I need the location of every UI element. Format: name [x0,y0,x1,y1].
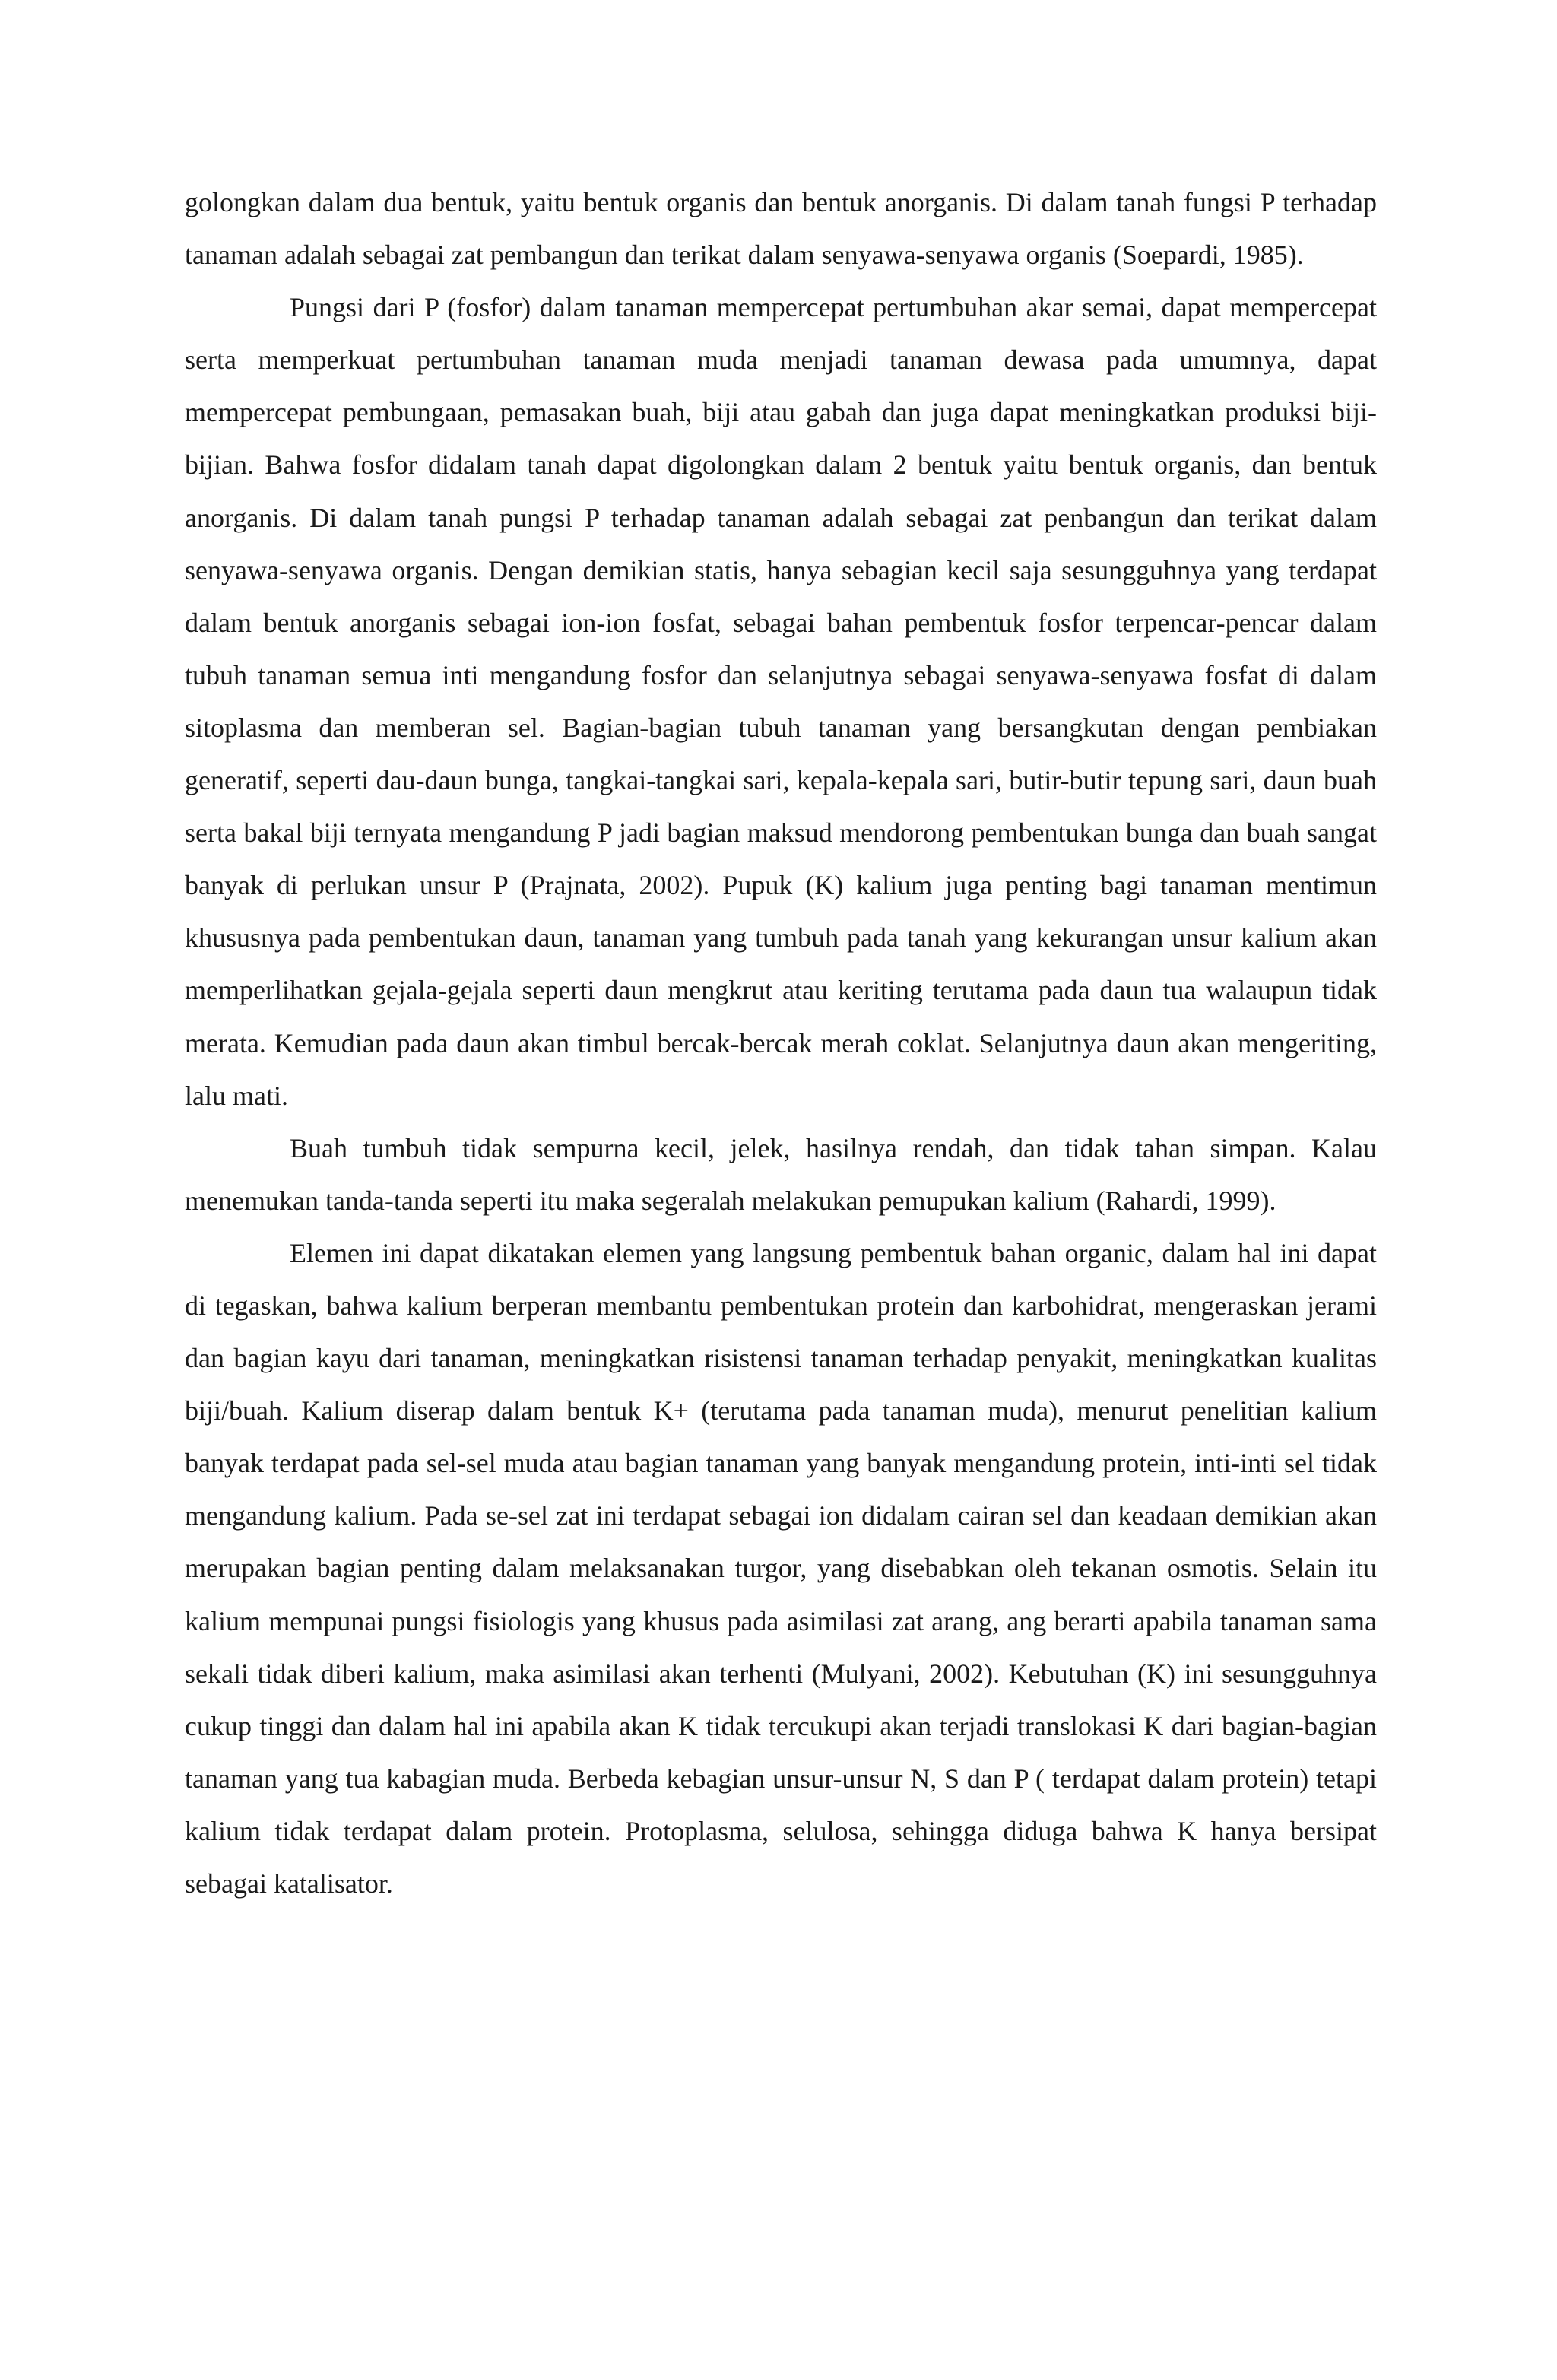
paragraph-kalium-element: Elemen ini dapat dikatakan elemen yang langsung pembentuk bahan organic, dalam hal ini dapat di tegaskan, bahwa kalium berperan membantu pembentukan protein dan karbohidrat, mengeraskan jerami dan bagian kayu dari tanaman, meningkatkan risistensi tanaman terhadap penyakit, meningkatkan kualitas biji/buah. Kalium diserap dalam bentuk K+ (terutama pada tanaman muda), menurut penelitian kalium banyak terdapat pada sel-sel muda atau bagian tanaman yang banyak mengandung protein, inti-inti sel tidak mengandung kalium. Pada se-sel zat ini terdapat sebagai ion didalam cairan sel dan keadaan demikian akan merupakan bagian penting dalam melaksanakan turgor, yang disebabkan oleh tekanan osmotis. Selain itu kalium mempunai pungsi fisiologis yang khusus pada asimilasi zat arang, ang berarti apabila tanaman sama sekali tidak diberi kalium, maka asimilasi akan terhenti (Mulyani, 2002). Kebutuhan (K) ini sesungguhnya cukup tinggi dan dalam hal ini apabila akan K tidak tercukupi akan terjadi translokasi K dari bagian-bagian tanaman yang tua kabagian muda. Berbeda kebagian unsur-unsur N, S dan P ( terdapat dalam protein) tetapi kalium tidak terdapat dalam protein. Protoplasma, selulosa, sehingga diduga bahwa K hanya bersipat sebagai katalisator. [185,1237,1377,1899]
paragraph-fruit-deficiency: Buah tumbuh tidak sempurna kecil, jelek, hasilnya rendah, dan tidak tahan simpan. Kalau menemukan tanda-tanda seperti itu maka segeralah melakukan pemupukan kalium (Rahardi, 1999). [185,1132,1377,1216]
body-text [185,176,1377,1910]
paragraph-fosfor-function: Pungsi dari P (fosfor) dalam tanaman mempercepat pertumbuhan akar semai, dapat mempercepat serta memperkuat pertumbuhan tanaman muda menjadi tanaman dewasa pada umumnya, dapat mempercepat pembungaan, pemasakan buah, biji atau gabah dan juga dapat meningkatkan produksi biji-bijian. Bahwa fosfor didalam tanah dapat digolongkan dalam 2 bentuk yaitu bentuk organis, dan bentuk anorganis. Di dalam tanah pungsi P terhadap tanaman adalah sebagai zat penbangun dan terikat dalam senyawa-senyawa organis. Dengan demikian statis, hanya sebagian kecil saja sesungguhnya yang terdapat dalam bentuk anorganis sebagai ion-ion fosfat, sebagai bahan pembentuk fosfor terpencar-pencar dalam tubuh tanaman semua inti mengandung fosfor dan selanjutnya sebagai senyawa-senyawa fosfat di dalam sitoplasma dan memberan sel. Bagian-bagian tubuh tanaman yang bersangkutan dengan pembiakan generatif, seperti dau-daun bunga, tangkai-tangkai sari, kepala-kepala sari, butir-butir tepung sari, daun buah serta bakal biji ternyata mengandung P jadi bagian maksud mendorong pembentukan bunga dan buah sangat banyak di perlukan unsur P (Prajnata, 2002). Pupuk (K) kalium juga penting bagi tanaman mentimun khususnya pada pembentukan daun, tanaman yang tumbuh pada tanah yang kekurangan unsur kalium akan memperlihatkan gejala-gejala seperti daun mengkrut atau keriting terutama pada daun tua walaupun tidak merata. Kemudian pada daun akan timbul bercak-bercak merah coklat. Selanjutnya daun akan mengeriting, lalu mati. [185,292,1377,1111]
paragraph-continuation: golongkan dalam dua bentuk, yaitu bentuk organis dan bentuk anorganis. Di dalam tanah fungsi P terhadap tanaman adalah sebagai zat pembangun dan terikat dalam senyawa-senyawa organis (Soepardi, 1985). [185,187,1377,271]
